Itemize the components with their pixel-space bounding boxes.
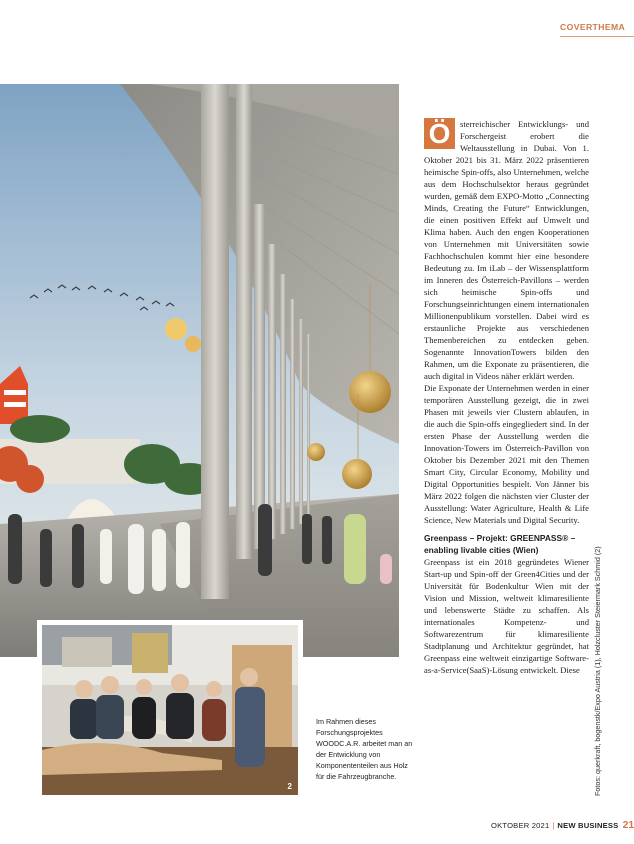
hero-image <box>0 84 399 657</box>
photo-number: 2 <box>287 782 292 791</box>
subheading: Greenpass – Projekt: GREENPASS® – enabling livable cities (Wien) <box>424 533 576 555</box>
drop-cap-letter: Ö <box>428 117 451 149</box>
section-label: COVERTHEMA <box>560 22 626 32</box>
page-footer <box>491 820 634 831</box>
footer-issue: OKTOBER 2021 <box>491 821 550 830</box>
third-paragraph: Greenpass ist ein 2018 gegründetes Wiener Start-up und Spin-off der Green4Cities und der Universität für Bodenkultur Wien mit der Vision und Mission, weltweit klimaresiliente und lebenswerte Städte zu schaffen. Als internationales Kompetenz- und Softwarezentrum für klimaresiliente Stadtplanung und Architektur gegründet, hat Greenpass eine weltweit einzigartige Software-as-a-Service(SaaS)-Lösung entwickelt. Diese <box>424 557 589 675</box>
drop-cap <box>424 118 455 149</box>
footer-separator: | <box>552 821 555 830</box>
photo-credit: Fotos: querkraft, bogenstk/Expo Austria (1), Holzcluster Steiermark Schmid (2) <box>593 546 602 796</box>
page-number: 21 <box>622 820 634 831</box>
inset-photo <box>37 620 303 800</box>
intro-paragraph: sterreichischer Entwicklungs- und Forschergeist erobert die Weltausstellung in Dubai. Von 1. Oktober 2021 bis 31. März 2022 präsentieren heimische Spin-offs, also Unternehmen, welche aus dem Hochschulsektor heraus gegründet wurden, gemäß dem EXPO-Motto „Connecting Minds, Creating the Future“ Entwicklungen, die einen positiven Effekt auf Umwelt und Klima haben. Auch den engen Kooperationen von Unternehmen mit Universitäten sowie Fachhochschulen kommt hier eine besondere Bedeutung zu. Im iLab – der Wissensplattform im Inneren des Österreich-Pavillons – werden sich heimische Spin-offs und Forschungseinrichtungen einem internationalen Millionenpublikum vorstellen. Dabei wird es erstaunliche Projekte aus verschiedenen Themenbereichen zu entdecken geben. Sogenannte InnovationTowers bilden den Rahmen, um die Exponate zu präsentieren, die auch digital in Videos näher erklärt werden. <box>424 119 589 381</box>
footer-magazine: NEW BUSINESS <box>557 821 619 830</box>
second-paragraph: Die Exponate der Unternehmen werden in einer temporären Ausstellung gezeigt, die in zwei Phasen mit jeweils vier Clustern ablaufen, in die auch die Spin-offs eingegliedert sind. In der ersten Phase der Ausstellung werden die Innovation-Towers im Österreich-Pavillon von Oktober bis Dezember 2021 mit den Themen Smart City, Circular Economy, Mobility und Digital Opportunities bespielt. Von Jänner bis März 2022 folgen die nächsten vier Cluster der Ausstellung: Water Agriculture, Health & Life Science, New Materials und Digital Security. <box>424 383 589 525</box>
section-rule <box>560 36 634 37</box>
photo-caption: Im Rahmen dieses Forschungsprojektes WOODC.A.R. arbeitet man an der Entwicklung von Komponententeilen aus Holz für die Fahrzeugbranche. <box>316 717 413 781</box>
article-body <box>424 118 589 676</box>
